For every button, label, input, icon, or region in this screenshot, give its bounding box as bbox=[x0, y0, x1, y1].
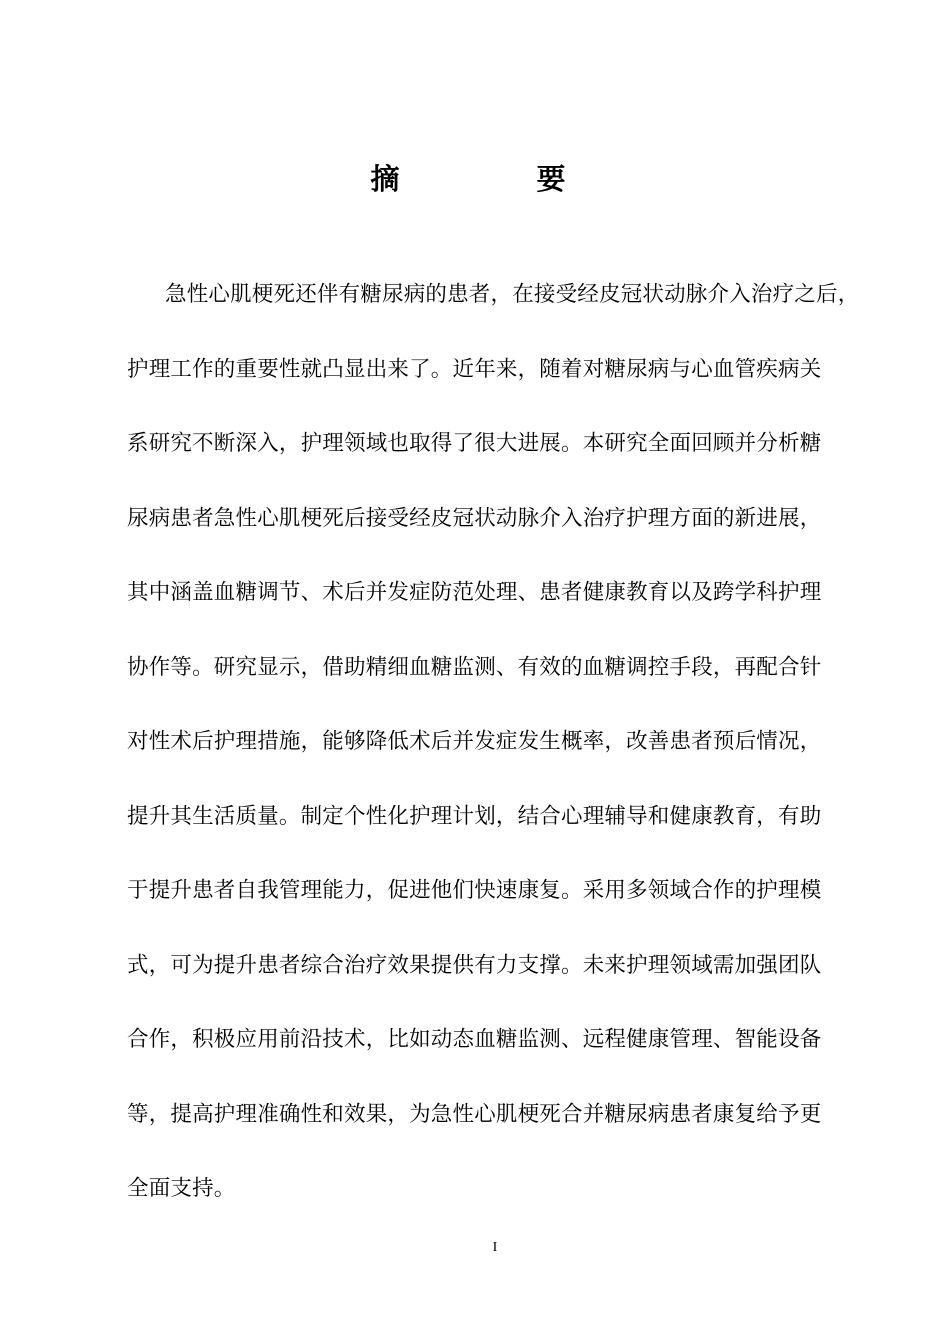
abstract-line: 合作，积极应用前沿技术，比如动态血糖监测、远程健康管理、智能设备 bbox=[127, 1027, 822, 1052]
abstract-line: 提升其生活质量。制定个性化护理计划，结合心理辅导和健康教育，有助 bbox=[127, 803, 822, 829]
abstract-line: 式，可为提升患者综合治疗效果提供有力支撑。未来护理领域需加强团队 bbox=[127, 952, 822, 978]
abstract-line: 于提升患者自我管理能力，促进他们快速康复。采用多领域合作的护理模 bbox=[127, 878, 822, 903]
abstract-line: 等，提高护理准确性和效果，为急性心肌梗死合并糖尿病患者康复给予更 bbox=[127, 1101, 822, 1127]
abstract-line: 全面支持。 bbox=[127, 1176, 236, 1201]
abstract-line: 护理工作的重要性就凸显出来了。近年来，随着对糖尿病与心血管疾病关 bbox=[127, 356, 822, 382]
abstract-line: 对性术后护理措施，能够降低术后并发症发生概率，改善患者预后情况， bbox=[127, 729, 822, 754]
abstract-line: 其中涵盖血糖调节、术后并发症防范处理、患者健康教育以及跨学科护理 bbox=[127, 580, 822, 605]
abstract-line: 系研究不断深入，护理领域也取得了很大进展。本研究全面回顾并分析糖 bbox=[127, 431, 822, 456]
page-title: 摘 要 bbox=[370, 162, 620, 196]
abstract-line: 协作等。研究显示，借助精细血糖监测、有效的血糖调控手段，再配合针 bbox=[127, 654, 822, 680]
page-number: I bbox=[492, 1240, 498, 1255]
abstract-line: 尿病患者急性心肌梗死后接受经皮冠状动脉介入治疗护理方面的新进展， bbox=[127, 505, 822, 531]
abstract-line: 急性心肌梗死还伴有糖尿病的患者，在接受经皮冠状动脉介入治疗之后， bbox=[165, 282, 860, 307]
abstract-body bbox=[127, 258, 887, 1227]
